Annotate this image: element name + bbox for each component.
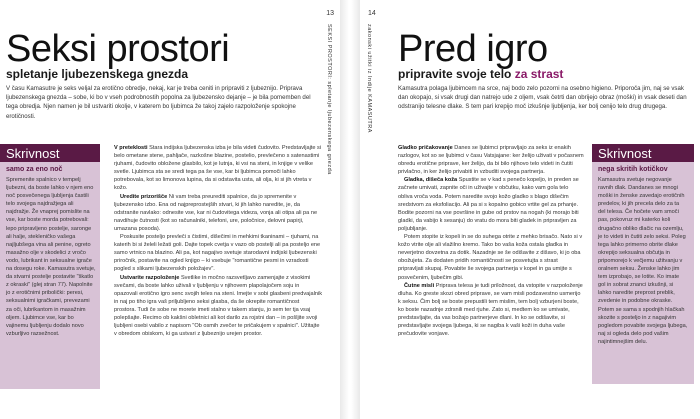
page-number-left: 13	[326, 10, 334, 17]
page-title-left: Seksi prostori	[6, 28, 230, 70]
paragraph-text: Spustite se v kad s penečo kopeljo, in preden se začnete umivati, zapnite oči in uživajte v občutku, kako vam gola telo obliva vroča voda. Potem naredite svojo kožo gladko s blago dišečim sredstvom za eksfoliacijo. Ali pa si s kopalno gobico vrtite gel za prhanje. Bodite pozorni na vse površine in gube od prstov na nogah (ki morajo biti gladki, da vabijo k sesanju) do vratu do mora biti gladek in pripravljen za poljubljanje.	[398, 177, 579, 232]
sidebar-heading-right: Skrivnost	[592, 144, 694, 162]
sidebar-body-left: Spremenite spalnico v tempelj ljubezni, da boste lahko v njem eno noč posvečenega ljubljenja častili telo svojega najdražjega ali najdražje. Že vnaprej pomislite na vse, kar boste morda potrebovali: lepo pripravljeno postelje, saronge ali halje, stekleničko vašega najljubšega vina ali penine, ogreto masažno olje v skodelici z vročo vodo, lubrikant in seksualne igrače na dosegu roke. Kamasutra svetuje, da stvarni postelje postavite "škatlo z okraski" (glej stran 77). Napolnite jo z erotičnimi pribolički: peresi, seksualnimi igračkami, prevezami za oči, lubrikantom in masažnim oljem. Ljubimce vse, kar bo vajinemu ljubljenju dodalo novo vzburljivo razsežnost.	[6, 177, 96, 337]
running-head-left: SEKSI PROSTORI: spletanje ljubezenskega gnezda	[326, 24, 332, 175]
paragraph-lead: Ustvarite razpoloženje	[120, 274, 180, 281]
paragraph-lead: Gladko pričakovanje	[398, 145, 453, 151]
paragraph-text: Priprava telesa je tudi priložnost, da vstopite v razpoloženje dluha. Ko greste skozi obred priprave, se vam misli podzavestno usmerijo k seksu. Čim bolj se boste prepustili tem mislim, tem bolj vzburjeni boste, ko boste nazadnje zdrsnili med rjuhe. Zato si, medtem ko se umivate, predstavljajte, da vas božajo partnerjeve dlani. In ko se odišavite, si predstavljajte svojega ljubega, ki se nagiba k vaši koži in duha vaše prečudovite vonjave.	[398, 282, 583, 338]
body-column-right	[398, 144, 584, 338]
right-page	[360, 0, 700, 419]
sidebar-subheading-right: nega skritih kotičkov	[598, 166, 668, 173]
paragraph-text: Potem stopite iz kopeli in se do suhega otrite z mehko brisačo. Nato si v kožo vtrite olje ali vlažilno kremo. Tako bo vaša koža ostala gladka in neverjetno dovzetna za dotik. Nazadnje se še odišavite z dišavo, ki jo oba obožujeta. Za dodaten pridih romantičnosti se posvetujta s strast pripravljati skupaj. Povabite še svojega partnerja v kopel in ga umijte s posvečenim, ljubečim gibi.	[398, 234, 583, 281]
page-number-right: 14	[368, 10, 376, 17]
body-paragraph	[114, 233, 322, 273]
body-column-left	[114, 144, 322, 338]
paragraph-text: Svetlike in močno razsvetljavo zamenjajte z visokimi svečami, da boste lahko uživali v ljubljenju v njihovem plapolajočem soju in opazovali erotično igro senc svojih teles na steni. Imejte v sobi glasbeni predvajalnik in naj po tiho igra vaš priljubljeno seksi glasba, da še okrepite romantičnost prostora. Tudi če sobe ne morete imeti stalno v takem stanju, jo sem ter tja vsaj polepšajte. Recimo ob kakšni obletnici ali kot darilo za rojstni dan – in pošljite svoji ljubljeni osebi vabilo z napisom "Ob osmih zvečer te pričakujem v spalnici". Užitajte v obredom obiskom, ki ga ustvari z ljubeznijo urejen prostor.	[114, 274, 323, 338]
body-paragraph	[114, 193, 322, 233]
sidebar-box-left	[0, 144, 100, 389]
sidebar-body-right: Kamasutra svetuje negovanje ravnih dlak. Dandanes se mnogi moški in ženske zavedajo erotičnih predelov, ki jih precela delo za ta del telesa. Če hočete vam smoči pas, pokovruz mi katerko koli drugačno obliko dlačic na ozemlju, je to videti in čutiti zelo seksi. Poleg tega lahko primerno obrite dlake okrepijo seksualna občutja in pripomorejo k večjemu užitvanju v oralnem seksu. Ženske lahko jim tem izprobajo, se lotite. Ko imate gol in sobrat znanci izkušnji, si lahko naredite preprost preblik, zvedenie in podobne okraske. Potem se sama s spodnjih hlačkah skozite s posteljo in z nagajivim pogledom povabite svojega ljubega, naj si ogleda delo pod vašim najintimnejšim delu.	[598, 177, 688, 345]
body-paragraph	[398, 282, 584, 339]
page-subtitle-left: spletanje ljubezenskega gnezda	[6, 67, 189, 81]
paragraph-text: Danes se ljubimci pripravljajo za seks iz enakih razlogov, kot so se ljubimci v času Vatsjajane: ker želijo uživati v počasnem obredu erotične priprave, ker želijo, da bi bilo njihovo telo videti in čutiti privlačno, in ker želijo privabiti in vzbuditi svojega partnerja.	[398, 145, 584, 176]
body-paragraph	[398, 233, 584, 282]
paragraph-lead: Čutne misli	[404, 282, 435, 289]
sidebar-heading-left: Skrivnost	[0, 144, 100, 162]
running-head-right: zakonski užitki iz Indije KAMASUTRA	[366, 24, 372, 133]
body-paragraph	[398, 176, 584, 233]
intro-paragraph-right: Kamasutra polaga ljubimcem na srce, naj bodo zelo pozorni na osebno higieno. Priporoča jim, naj se vsak dan okopajo, si vsak drugi dan natrejo ude z oljem, vsak četrti dan obrijejo obraz (moški) in vsak deseti dan odstranijo telesne dlake. S tem pari krepijo moč izkušnje ljubljenja, ker bolj cenijo telo drug drugega.	[398, 85, 687, 111]
paragraph-lead: V pretekIosti	[114, 145, 148, 151]
body-paragraph	[114, 274, 322, 339]
paragraph-text: Stara indijska ljubezenska izba je bila videti čudovito. Predstavljajte si belo ometane stene, pahljače, razkošne blazine, postelio, prevlečeno s satenastimi rjuhami, čudovito obložene glasbilo, kot je lutnja, ki vsi na steni, in knjige v velike svetle. Ljubimca sta se sredi tega pa še vse, kar bi ljubimca pomoči lahko potrebovala, kot so limonova lupina, da si odstavita usta, ali olja, ki si jih vtreta v kožo.	[114, 145, 322, 192]
paragraph-lead: Uredite prizorišče	[120, 193, 168, 200]
book-gutter	[340, 0, 360, 419]
subtitle-accent: za strast	[514, 67, 564, 81]
paragraph-text: Poskusite posteljo prevleči s čistimi, dišečimi in mehkimi tkaninami – rjuhami, na katerih bi si želeli ležati goli. Dajte topek cvetja v vazo ob postelji ali pa posteljo ene samo vrtnico na blazino. Ali pa, kot nagajivo svetuje starodavni indijski ljubezenski priročnik, postavite na ogled knjigo – ki vsebuje "romantične pesmi in vzradosti pogled s slikami ljubezenskih položajev".	[114, 234, 321, 273]
intro-paragraph-left: V času Kamasutre je seks veljal za erotično obredje, nekaj, kar je treba ceniti in pripraviti z ljubeznijo. Priprava ljubezenskega gnezda – sobe, ki bo v vseh podrobnostih popolna za ljubezensko dejanje – je bila pomemben del tega obredja. Njen namen je bil ustvariti okolje, v katerem bo ljubimca že takoj zajelo razpoloženje spokojne erotičnosti.	[6, 85, 311, 120]
sidebar-subheading-left: samo za eno noč	[6, 166, 63, 173]
page-title-right: Pred igro	[398, 28, 548, 70]
body-paragraph	[114, 144, 322, 193]
sidebar-box-right	[592, 144, 694, 384]
subtitle-plain: pripravite svoje telo	[398, 67, 515, 81]
body-paragraph	[398, 144, 584, 176]
paragraph-lead: Gladka, dišeča koža	[404, 177, 458, 184]
left-page	[0, 0, 340, 419]
paragraph-text: Ni vam treba preurediti spalnice, da jo spremenite v ljubezensko izbo. Ena od najpreprostejših stvari, ki jih lahko naredite, je, da odstranite navlako: odnesite vse, kar ni čudovitega videza, vonja ali otipa ali pa ne navdihuje čutnosti (kot so računalniki, telefoni, ure, poločnice, delovni papirji, umazana posoda).	[114, 193, 318, 232]
page-subtitle-right	[398, 67, 563, 81]
